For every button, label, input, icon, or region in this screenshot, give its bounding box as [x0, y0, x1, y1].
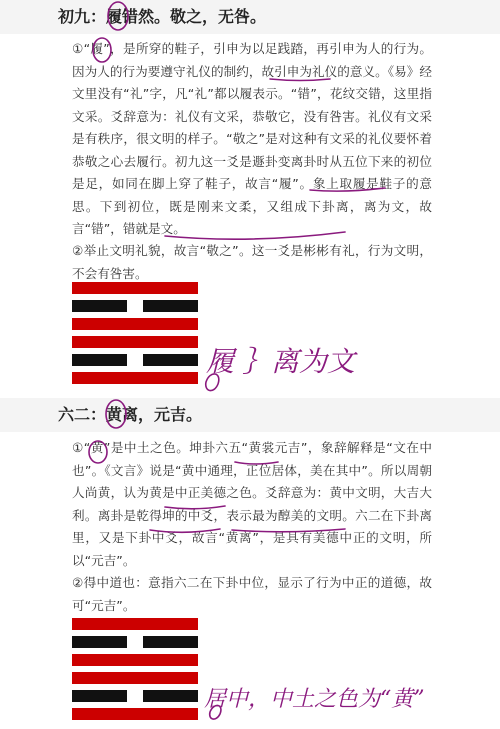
hexagram-line-yang	[72, 282, 198, 294]
hexagram-line-yin	[72, 354, 198, 366]
hexagram-line-yang	[72, 336, 198, 348]
handwritten-note-1: 履 ｝离为文	[206, 345, 355, 378]
section-title-liuer: 六二：黄离，元吉。	[0, 398, 500, 432]
hexagram-line-yang	[72, 372, 198, 384]
hexagram-line-yang	[72, 654, 198, 666]
paragraph-chujiu-1: ①“履”，是所穿的鞋子，引申为以足践踏，再引申为人的行为。因为人的行为要遵守礼仪的制约，故引申为礼仪的意义。《易》经文里没有“礼”字，凡“礼”都以履表示。“错”，花纹交错，这里指文采。爻辞意为：礼仪有文采，恭敬它，没有咎害。礼仪有文采是有秩序，很文明的样子。“敬之”是对这种有文采的礼仪要怀着恭敬之心去履行。初九这一爻是遯卦变离卦时从五位下来的初位是足，如同在脚上穿了鞋子，故言“履”。象上取履是鞋子的意思。下到初位，既是刚来文柔，又组成下卦离，离为文，故言“错”，错就是文。	[72, 41, 432, 236]
hexagram-line-yin	[72, 690, 198, 702]
paragraph-liuer-1: ①“黄”是中土之色。坤卦六五“黄裳元吉”，象辞解释是“文在中也”。《文言》说是“黄中通理，正位居体，美在其中”。所以周朝人尚黄，认为黄是中正美德之色。爻辞意为：黄中文明，大吉大利。离卦是乾得坤的中爻，表示最为醇美的文明。六二在下卦离里，又是下卦中爻，故言“黄离”，是具有美德中正的文明，所以“元吉”。	[72, 440, 432, 568]
section-title-chujiu: 初九：履错然。敬之，无咎。	[0, 0, 500, 34]
hexagram-li-2	[72, 618, 198, 726]
hexagram-line-yang	[72, 318, 198, 330]
hexagram-line-yang	[72, 708, 198, 720]
hexagram-line-yang	[72, 672, 198, 684]
handwritten-note-2: 居中，中土之色为“黄”	[204, 687, 425, 712]
paragraph-liuer-2: ②得中道也：意指六二在下卦中位，显示了行为中正的道德，故可“元吉”。	[72, 575, 432, 613]
hexagram-line-yin	[72, 300, 198, 312]
hexagram-line-yin	[72, 636, 198, 648]
paragraph-chujiu-2: ②举止文明礼貌，故言“敬之”。这一爻是彬彬有礼，行为文明，不会有咎害。	[72, 243, 432, 281]
hexagram-li-1	[72, 282, 198, 390]
hexagram-line-yang	[72, 618, 198, 630]
